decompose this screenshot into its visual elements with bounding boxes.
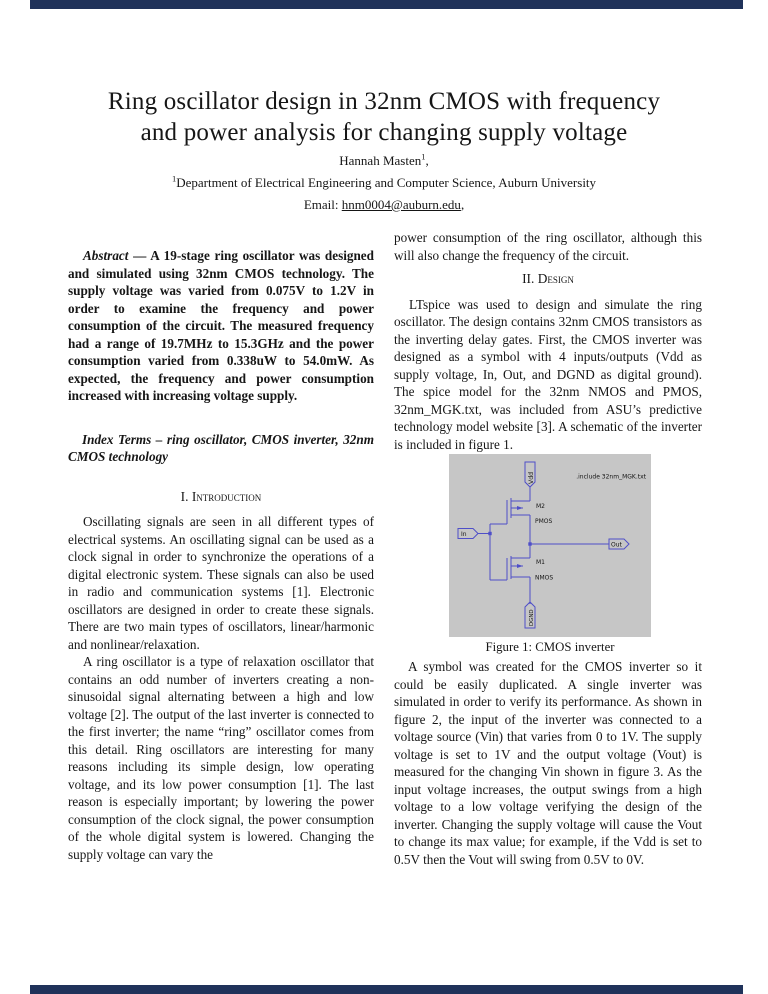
vdd-port-label: Vdd	[528, 471, 535, 484]
figure-1	[449, 454, 651, 655]
email-label: Email:	[303, 197, 342, 212]
pmos-type-label: PMOS	[535, 518, 553, 525]
cmos-inverter-schematic	[449, 454, 651, 637]
author-name: Hannah Masten	[339, 153, 422, 168]
figure-1-caption: Figure 1: CMOS inverter	[485, 640, 615, 654]
design-paragraph-2-text: A symbol was created for the CMOS inverter so it could be easily duplicated. A single inverter was simulated in order to verify its performance. As shown in figure 2, the input of the inverter was connected to a voltage source (Vin) that varies from 0 to 1V. The supply voltage is set to 1V and the output voltage (Vout) is measured for the changing Vin shown in figure 3. As the input voltage increases, the output swings from a high voltage to a low voltage verifying the design of the inverter. Changing the supply voltage will cause the Vout to change its max value; for example, if the Vdd is set to 0.5V then the Vout will swing from 0.5V to 0V.	[394, 659, 702, 867]
abstract-dash: —	[128, 248, 151, 263]
email-line	[0, 196, 768, 214]
top-page-edge-bar	[30, 0, 743, 9]
nmos-type-label: NMOS	[535, 574, 554, 582]
bottom-page-edge-bar	[30, 985, 743, 994]
section-heading-design	[394, 270, 702, 288]
index-terms-text: – ring oscillator, CMOS inverter, 32nm CMOS technology	[68, 431, 374, 464]
paper-title	[0, 86, 768, 148]
left-column	[68, 229, 374, 863]
email-link[interactable]: hnm0004@auburn.edu	[341, 197, 461, 212]
section-heading-introduction	[68, 488, 374, 506]
junction-dot	[488, 532, 491, 535]
abstract-text: A 19-stage ring oscillator was designed and simulated using 32nm CMOS technology. The supply voltage was varied from 0.075V to 1.2V in order to examine the frequency and power consumption of the circuit. The measured frequency had a range of 19.7MHz to 15.3GHz and the power consumption varied from 0.338uW to 54.0mW. As expected, the frequency and power consumption increased with increasing voltage supply.	[68, 248, 374, 403]
pmos-name-label: M2	[536, 503, 545, 510]
affiliation-line	[0, 174, 768, 192]
index-terms	[68, 431, 374, 466]
right-column	[394, 229, 702, 868]
nmos-name-label: M1	[536, 559, 545, 566]
title-line-2: and power analysis for changing supply voltage	[140, 119, 628, 146]
affiliation-superscript: 1	[171, 173, 177, 184]
intro-paragraph-1: Oscillating signals are seen in all different types of electrical systems. An oscillating signal can be used as a clock signal in order to synchronize the operations of a digital electronic system. These signals can also be used in radio and communication systems [1]. Electronic oscillators are designed in order to create these signals. There are two main types of oscillators, linear/harmonic and nonlinear/relaxation.	[68, 514, 374, 652]
email-suffix: ,	[460, 197, 465, 212]
section-number: II.	[522, 271, 535, 286]
title-line-1: Ring oscillator design in 32nm CMOS with frequency	[107, 88, 661, 115]
paper-header	[0, 86, 768, 214]
author-superscript: 1	[421, 151, 426, 162]
design-paragraph-2	[394, 658, 702, 868]
abstract-lead: Abstract	[83, 248, 129, 263]
design-paragraph-1: LTspice was used to design and simulate the ring oscillator. The design contains 32nm CMOS transistors as the inverting delay gates. First, the CMOS inverter was designed as a symbol with 4 inputs/outputs (Vdd as supply voltage, In, Out, and DGND as digital ground). The spice model for the 32nm NMOS and PMOS, 32nm_MGK.txt, was included from ASU’s predictive technology model website [3]. A schematic of the inverter is included in figure 1.	[394, 296, 702, 452]
in-port-label: In	[461, 531, 467, 538]
section-title: Design	[537, 271, 574, 286]
author-line	[0, 152, 768, 170]
abstract-paragraph	[68, 247, 374, 405]
intro-paragraph-2: A ring oscillator is a type of relaxation oscillator that contains an odd number of inverters creating a non-sinusoidal signal alternating between a high and low voltage [2]. The output of the last inverter is connected to the first inverter; the name “ring” oscillator comes from this detail. Ring oscillators are interesting for many reasons including its simple design, low operating voltage, and its low power consumption [1]. The last reason is especially important; by lowering the power consumption of the clock signal, the power consumption of the whole digital system is lowered. Changing the supply voltage can vary the	[68, 654, 374, 862]
spice-include-directive: .include 32nm_MGK.txt	[576, 473, 646, 481]
section-title: Introduction	[191, 488, 262, 504]
out-port-label: Out	[611, 541, 622, 549]
continuation-paragraph: power consumption of the ring oscillator, although this will also change the frequency of the circuit.	[394, 230, 702, 263]
author-suffix: ,	[425, 153, 429, 168]
dgnd-port-label: DGND	[529, 609, 535, 626]
affiliation-text: Department of Electrical Engineering and Computer Science, Auburn University	[176, 175, 597, 190]
junction-dot	[528, 542, 531, 545]
section-number: I.	[180, 488, 189, 504]
index-terms-lead: Index Terms	[82, 431, 152, 447]
